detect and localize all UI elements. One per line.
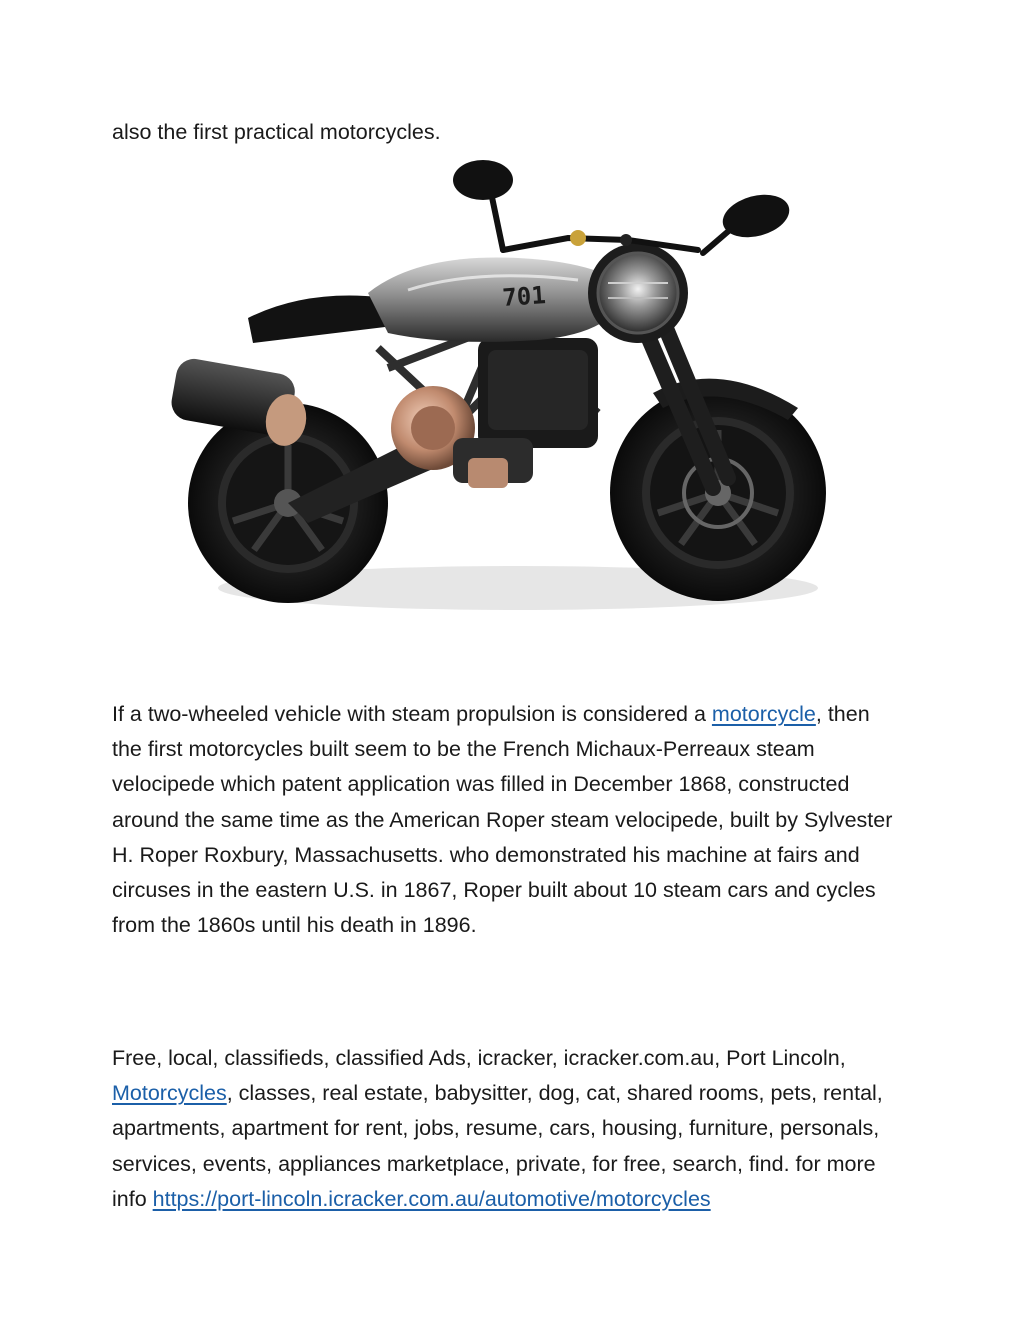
history-paragraph <box>112 697 902 943</box>
right-mirror-icon <box>718 188 794 244</box>
intro-text: also the first practical motorcycles. <box>112 120 441 144</box>
motorcycle-image <box>158 158 838 628</box>
classifieds-text-middle: , classes, real estate, babysitter, dog, cat, shared rooms, pets, rental, apartments, apartment for rent, jobs, resume, cars, housing, furniture, personals, services, events, appliances marketplace, private, for free, search, find. for more info <box>112 1081 883 1211</box>
motorcycles-link[interactable]: Motorcycles <box>112 1081 227 1106</box>
history-text-start: If a two-wheeled vehicle with steam propulsion is considered a <box>112 702 712 726</box>
history-text-end: , then the first motorcycles built seem to be the French Michaux-Perreaux steam velocipede which patent application was filled in December 1868, constructed around the same time as the American Roper steam velocipede, built by Sylvester H. Roper Roxbury, Massachusetts. who demonstrated his machine at fairs and circuses in the eastern U.S. in 1867, Roper built about 10 steam cars and cycles from the 1860s until his death in 1896. <box>112 702 893 938</box>
classifieds-text-start: Free, local, classifieds, classified Ads, icracker, icracker.com.au, Port Lincoln, <box>112 1046 846 1070</box>
tank-badge: 701 <box>501 281 547 312</box>
left-mirror-icon <box>453 160 513 200</box>
classifieds-paragraph <box>112 1041 902 1217</box>
motorcycle-link[interactable]: motorcycle <box>711 702 816 726</box>
more-info-url-link[interactable]: https://port-lincoln.icracker.com.au/automotive/motorcycles <box>152 1186 711 1211</box>
headlight-icon <box>588 243 688 343</box>
intro-paragraph <box>112 115 902 150</box>
